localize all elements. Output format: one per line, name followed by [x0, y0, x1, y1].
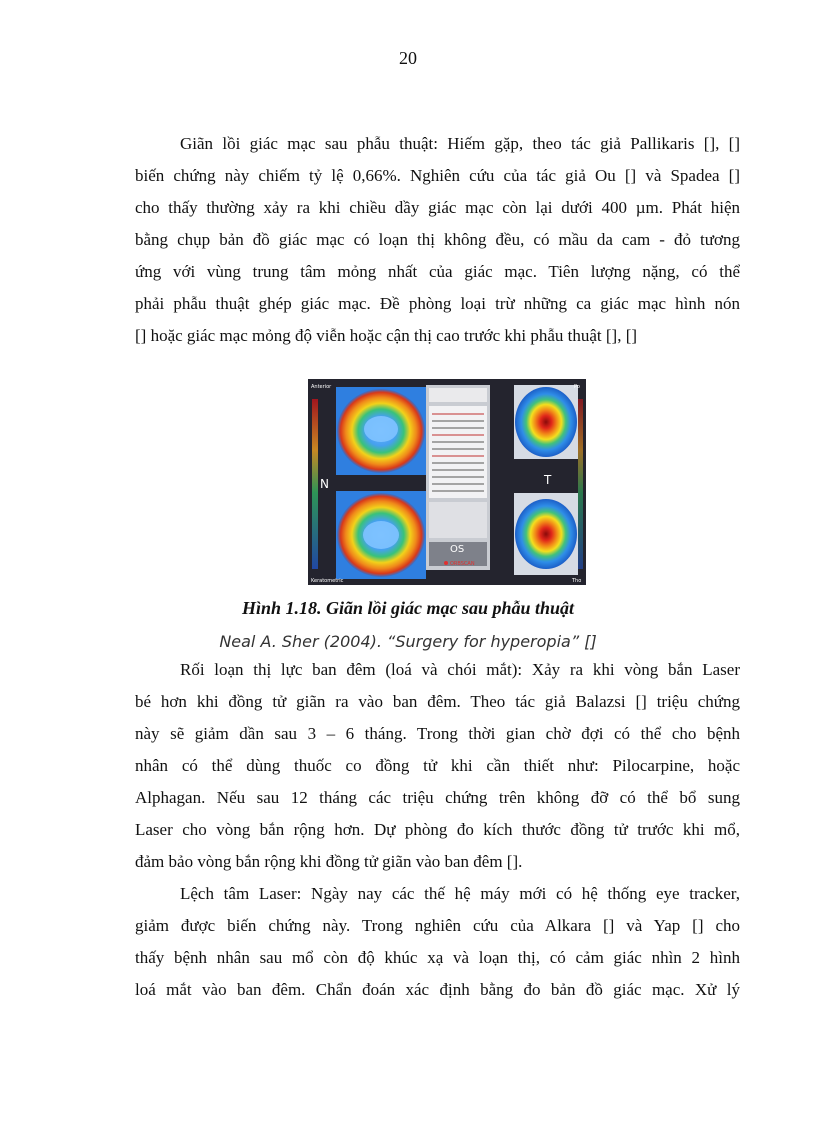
figure-caption-title: Hình 1.18. Giãn lồi giác mạc sau phẫu thuật [241, 598, 575, 618]
paragraph-corneal-ectasia [135, 128, 740, 352]
paragraph-line: thấy bệnh nhân sau mổ còn độ khúc xạ và loạn thị, có cảm giác nhìn 2 hình [135, 948, 740, 967]
page-number: 20 [399, 48, 417, 68]
figure-label-bottom-left: Keratometric [311, 578, 344, 584]
paragraph-line: cho thấy thường xảy ra khi chiều dầy giác mạc còn lại dưới 400 µm. Phát hiện [135, 198, 740, 217]
paragraph-line: phải phẫu thuật ghép giác mạc. Đề phòng loại trừ những ca giác mạc hình nón [135, 294, 740, 313]
paragraph-line: bé hơn khi đồng tử giãn ra vào ban đêm. Theo tác giả Balazsi [] triệu chứng [135, 692, 740, 711]
paragraph-line: loá mắt vào ban đêm. Chẩn đoán xác định bằng đo bản đồ giác mạc. Xử lý [135, 980, 740, 999]
figure-brand-label: ORBSCAN [450, 561, 475, 567]
paragraph-line: Laser cho vòng bắn rộng hơn. Dự phòng đo kích thước đồng tử trước khi mổ, [135, 820, 740, 839]
figure-label-bottom-right: Tho [572, 578, 582, 584]
paragraph-line: Alphagan. Nếu sau 12 tháng các triệu chứng trên không đỡ có thể bổ sung [135, 788, 740, 807]
corneal-topography-figure [308, 379, 586, 585]
paragraph-line: Rối loạn thị lực ban đêm (loá và chói mắt): Xảy ra khi vòng bắn Laser [180, 660, 740, 679]
figure-label-t: T [544, 473, 552, 487]
paragraph-laser-decentration [135, 878, 740, 1006]
corneal-topography-map [308, 379, 586, 585]
paragraph-line: biến chứng này chiếm tỷ lệ 0,66%. Nghiên cứu của tác giả Ou [] và Spadea [] [135, 166, 740, 185]
paragraph-line: ứng với vùng trung tâm mỏng nhất của giác mạc. Tiên lượng nặng, có thể [135, 262, 740, 281]
paragraph-line: Lệch tâm Laser: Ngày nay các thế hệ máy mới có hệ thống eye tracker, [180, 884, 740, 903]
figure-label-top-right: Po [574, 384, 580, 390]
paragraph-line: giảm được biến chứng này. Trong nghiên cứu của Alkara [] và Yap [] cho [135, 916, 740, 935]
figure-label-n: N [320, 477, 329, 491]
paragraph-line: đảm bảo vòng bắn rộng khi đồng tử giãn vào ban đêm []. [135, 852, 523, 871]
paragraph-line: Giãn lồi giác mạc sau phẫu thuật: Hiếm gặp, theo tác giả Pallikaris [], [] [180, 134, 740, 153]
figure-caption-source: Neal A. Sher (2004). “Surgery for hyperopia” [] [219, 632, 597, 651]
figure-label-top-left: Anterior [311, 384, 332, 390]
paragraph-line: [] hoặc giác mạc mỏng độ viễn hoặc cận thị cao trước khi phẫu thuật [], [] [135, 326, 638, 345]
paragraph-line: nhân có thể dùng thuốc co đồng tử khi cần thiết như: Pilocarpine, hoặc [135, 756, 740, 775]
paragraph-line: bằng chụp bản đồ giác mạc có loạn thị không đều, có mầu da cam - đỏ tương [135, 230, 740, 249]
paragraph-line: này sẽ giảm dần sau 3 – 6 tháng. Trong thời gian chờ đợi có thể cho bệnh [135, 724, 740, 743]
figure-label-os: OS [450, 544, 465, 555]
paragraph-night-vision [135, 654, 740, 878]
